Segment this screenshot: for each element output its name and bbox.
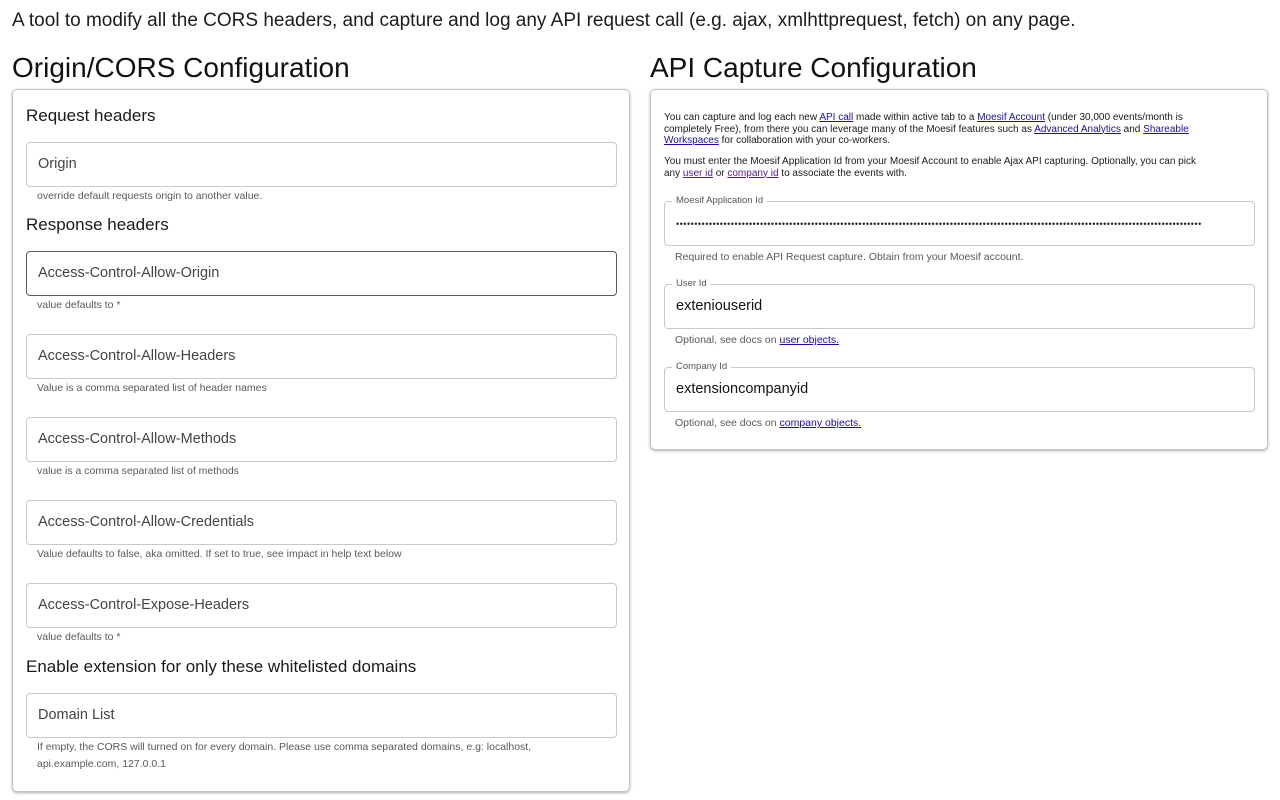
capture-intro-text-1: You can capture and log each new xyxy=(664,112,820,123)
moesif-app-id-input[interactable] xyxy=(664,195,1255,246)
allow-origin-input[interactable] xyxy=(26,251,617,296)
user-id-helper xyxy=(675,334,839,346)
origin-input[interactable] xyxy=(26,142,617,187)
capture-intro-text-3: (under 30,000 events/month is completely Free), from there you can leverage many of the Moesif features such as xyxy=(664,112,1183,135)
capture-req-text-3: to associate the events with. xyxy=(778,167,907,179)
allow-credentials-input[interactable] xyxy=(26,500,617,545)
company-objects-link[interactable]: company objects. xyxy=(779,417,862,429)
user-id-helper-text: Optional, see docs on xyxy=(675,334,780,346)
capture-req-text-2: or xyxy=(712,167,728,179)
company-id-helper-text: Optional, see docs on xyxy=(675,417,780,429)
user-id-value: exteniouserid xyxy=(676,298,763,314)
allow-methods-helper: value is a comma separated list of methods xyxy=(37,465,239,477)
company-id-helper xyxy=(675,417,861,429)
cors-config-title: Origin/CORS Configuration xyxy=(12,52,350,83)
domain-list-input[interactable] xyxy=(26,693,617,738)
company-id-value: extensioncompanyid xyxy=(676,381,809,397)
moesif-app-id-helper: Required to enable API Request capture. Obtain from your Moesif account. xyxy=(675,251,1024,263)
allow-headers-helper: Value is a comma separated list of header names xyxy=(37,382,267,394)
expose-headers-placeholder: Access-Control-Expose-Headers xyxy=(38,597,250,613)
capture-intro-text-4: and xyxy=(1120,123,1144,135)
company-id-link[interactable]: company id xyxy=(727,167,779,179)
user-id-link[interactable]: user id xyxy=(682,167,713,179)
origin-placeholder: Origin xyxy=(38,156,77,172)
user-objects-link[interactable]: user objects. xyxy=(779,334,840,346)
advanced-analytics-link[interactable]: Advanced Analytics xyxy=(1034,123,1121,135)
capture-intro-text-2: made within active tab to a xyxy=(853,112,978,123)
whitelist-heading: Enable extension for only these whitelisted domains xyxy=(26,657,417,676)
response-headers-heading: Response headers xyxy=(26,215,169,234)
allow-headers-placeholder: Access-Control-Allow-Headers xyxy=(38,348,236,364)
api-capture-card xyxy=(650,89,1268,450)
moesif-app-id-value: •••••••••••••••••••••••••••••••••••••••••••••••••••••••••••••••••••••••••••••••••••••••••••••••••••••••••••••••••••••••••••••••••••••••••••••••• xyxy=(676,219,1202,229)
capture-requirement-paragraph xyxy=(664,156,1214,179)
company-id-input[interactable] xyxy=(664,361,1255,412)
api-capture-title: API Capture Configuration xyxy=(650,52,977,83)
origin-helper: override default requests origin to another value. xyxy=(37,190,263,202)
shareable-workspaces-link[interactable]: Shareable Workspaces xyxy=(664,123,1189,146)
company-id-label: Company Id xyxy=(672,361,731,372)
capture-intro-text-5: for collaboration with your co-workers. xyxy=(718,135,891,146)
expose-headers-input[interactable] xyxy=(26,583,617,628)
allow-origin-placeholder: Access-Control-Allow-Origin xyxy=(38,265,220,281)
allow-credentials-placeholder: Access-Control-Allow-Credentials xyxy=(38,514,254,530)
domain-list-helper: If empty, the CORS will turned on for every domain. Please use comma separated domains, e.g: localhost, api.example.com, 127.0.0.1 xyxy=(37,741,532,770)
allow-credentials-helper: Value defaults to false, aka omitted. If set to true, see impact in help text below xyxy=(37,548,402,560)
api-call-link[interactable]: API call xyxy=(819,112,854,123)
expose-headers-helper: value defaults to * xyxy=(37,631,121,643)
capture-intro-paragraph xyxy=(664,112,1214,147)
intro-text: A tool to modify all the CORS headers, and capture and log any API request call (e.g. ajax, xmlhttprequest, fetch) on any page. xyxy=(12,10,1076,31)
moesif-account-link[interactable]: Moesif Account xyxy=(977,112,1045,123)
domain-list-placeholder: Domain List xyxy=(38,707,115,723)
allow-origin-helper: value defaults to * xyxy=(37,299,121,311)
moesif-app-id-label: Moesif Application Id xyxy=(672,195,767,206)
request-headers-heading: Request headers xyxy=(26,106,156,125)
allow-headers-input[interactable] xyxy=(26,334,617,379)
capture-req-text-1: You must enter the Moesif Application Id from your Moesif Account to enable Ajax API capturing. Optionally, you can pick any xyxy=(664,156,1196,179)
allow-methods-placeholder: Access-Control-Allow-Methods xyxy=(38,431,237,447)
cors-config-card xyxy=(12,89,630,792)
user-id-label: User Id xyxy=(672,278,711,289)
allow-methods-input[interactable] xyxy=(26,417,617,462)
user-id-input[interactable] xyxy=(664,278,1255,329)
